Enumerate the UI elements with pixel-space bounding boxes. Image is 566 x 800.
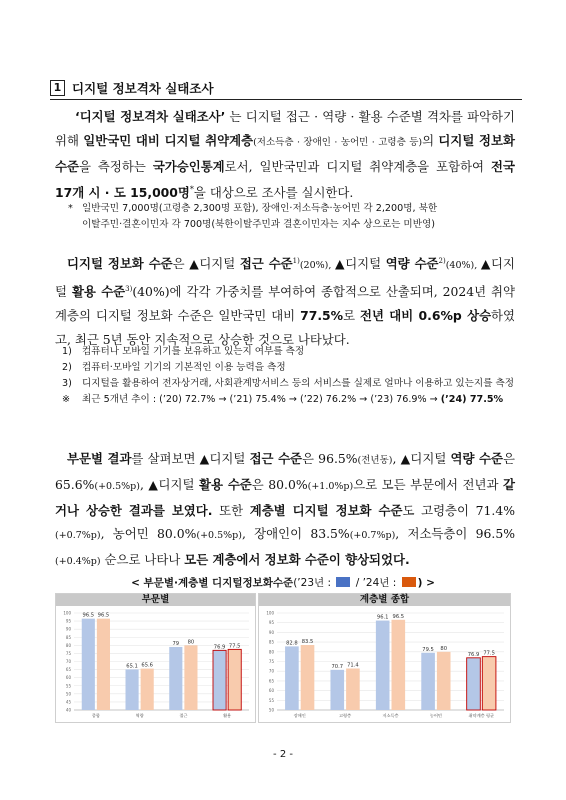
chart-caption: < 부문별·계층별 디지털정보화수준(’23년 : / ’24년 : ) > [131,577,435,589]
bar-2024 [184,645,197,710]
bar-2024 [437,652,451,710]
category-label: 고령층 [339,713,352,718]
data-label: 96.5 [392,613,405,620]
y-tick-label: 55 [268,697,274,703]
y-tick-label: 90 [268,629,274,635]
intro-paragraph: ‘디지털 정보격차 실태조사’ 는 디지털 접근 · 역량 · 활용 수준별 격차를 파악하기 위해 일반국민 대비 디지털 취약계층(저소득층 · 장애인 · 농어민 · 고령층 등)의 디지털 정보화 수준을 측정하는 국가승인통계로서, 일반국민과 디지털 취약계층을 포함하여 전국 17개 시 · 도 15,000명*을 대상으로 조사를 실시한다. [55,109,515,201]
data-label: 65.1 [126,663,138,670]
bar-2024 [97,619,110,710]
y-tick-label: 95 [268,620,274,626]
intro-survey-name: ‘디지털 정보격차 실태조사’ [75,109,226,124]
y-tick-label: 40 [65,707,71,713]
data-label: 96.1 [376,614,389,621]
footnote-item: 1) 컴퓨터나 모바일 기기를 보유하고 있는지 여부를 측정 [62,346,305,357]
legend-2023-swatch [336,577,350,587]
footnote-item: 3) 디지털을 활용하여 전자상거래, 사회관계망서비스 등의 서비스를 실제로 얼마나 이용하고 있는지를 측정 [62,378,515,389]
y-tick-label: 80 [268,649,274,655]
data-label: 82.8 [286,640,298,647]
category-label: 장애인 [293,713,306,718]
y-tick-label: 100 [266,610,274,616]
y-tick-label: 70 [65,659,71,664]
category-label: 종합 [91,713,100,718]
category-label: 농어민 [429,713,442,718]
group-chart [259,607,510,722]
data-label: 77.5 [228,643,241,650]
y-tick-label: 45 [65,699,71,705]
data-label: 79.5 [422,646,434,653]
y-tick-label: 85 [268,639,274,645]
bar-2023 [330,670,344,710]
y-tick-label: 80 [65,642,71,648]
y-tick-label: 65 [65,667,71,673]
y-tick-label: 75 [65,650,71,656]
y-tick-label: 55 [65,683,71,689]
category-label: 취약계층 평균 [468,713,495,718]
bar-2024 [346,668,360,710]
y-tick-label: 65 [268,678,274,684]
section-divider [50,99,522,100]
data-label: 96.5 [97,612,110,619]
category-label: 역량 [135,713,144,718]
y-tick-label: 100 [63,610,71,616]
trend-note: ※ 최근 5개년 추이 : (’20) 72.7% → (’21) 75.4% → (’22) 76.2% → (’23) 76.9% → (’24) 77.5% [62,394,504,405]
sample-note: * 일반국민 7,000명(고령층 2,300명 포함), 장애인·저소득층·농어민 각 2,200명, 북한 이탈주민·결혼이민자 각 700명(북한이탈주민과 결혼이민자는 지수 상으로는 미반영) [68,203,438,230]
sector-chart [56,607,255,722]
bar-2024 [482,657,496,710]
bar-2023 [376,621,390,710]
data-label: 80 [187,639,195,646]
category-label: 접근 [179,713,188,718]
data-label: 71.4 [347,662,359,669]
y-tick-label: 50 [65,691,71,697]
bar-2023 [467,658,481,710]
data-label: 65.6 [141,662,153,669]
sector-chart-panel [55,593,256,723]
level-paragraph: 디지털 정보화 수준은 ▲디지털 접근 수준$^{1)}$(20%), ▲디지털 역량 수준$^{2)}$(40%), ▲디지털 활용 수준$^{3)}$(40%)에 각각 가중치를 부여하여 종합적으로 산출되며, 2024년 취약계층의 디지털 정보화 수준은 일반국민 대비 77.5%로 전년 대비 0.6%p 상승하였고, 최근 5년 동안 지속적으로 상승한 것으로 나타났다. [55,256,515,347]
y-tick-label: 85 [65,634,71,640]
results-paragraph: 부문별 결과를 살펴보면 ▲디지털 접근 수준은 96.5%(전년동), ▲디지털 역량 수준은 65.6%(+0.5%p), ▲디지털 활용 수준은 80.0%(+1.0%p)으로 모든 부문에서 전년과 같거나 상승한 결과를 보였다. 또한 계층별 디지털 정보화 수준도 고령층이 71.4%(+0.7%p), 농어민 80.0%(+0.5%p), 장애인이 83.5%(+0.7%p), 저소득층이 96.5%(+0.4%p) 순으로 나타나 모든 계층에서 정보화 수준이 향상되었다. [55,451,516,568]
section-title: 디지털 정보격차 실태조사 [72,81,214,96]
bar-2023 [421,653,435,710]
category-label: 활용 [223,713,232,718]
category-label: 저소득층 [382,713,399,718]
legend-2024-swatch [402,577,416,587]
data-label: 70.7 [331,663,344,670]
data-label: 76.9 [213,644,226,651]
y-tick-label: 60 [268,688,274,694]
y-tick-label: 75 [268,659,274,664]
y-tick-label: 60 [65,675,71,681]
y-tick-label: 70 [268,668,274,674]
data-label: 79 [172,640,180,647]
footnote-list [62,344,522,408]
bar-2023 [82,619,95,710]
bar-2024 [301,645,315,710]
bar-2023 [213,650,226,710]
data-label: 77.5 [483,650,495,657]
data-label: 80 [440,645,448,652]
y-tick-label: 95 [65,618,71,624]
data-label: 83.5 [301,639,314,646]
data-label: 96.5 [82,612,95,619]
page-number: - 2 - [273,749,293,760]
y-tick-label: 50 [268,707,274,713]
group-chart-panel [258,593,511,723]
group-chart-title: 계층별 종합 [259,594,510,606]
bar-2023 [169,647,182,710]
y-tick-label: 90 [65,626,71,632]
bar-2024 [392,620,406,710]
bar-2024 [141,669,154,710]
bar-2023 [126,669,139,710]
footnote-item: 2) 컴퓨터·모바일 기기의 기본적인 이용 능력을 측정 [62,362,286,373]
bar-2023 [285,646,299,710]
section-number: 1 [50,80,65,96]
section-heading [50,79,214,97]
sector-chart-title: 부문별 [56,594,255,606]
data-label: 76.9 [467,651,480,658]
bar-2024 [228,649,241,710]
